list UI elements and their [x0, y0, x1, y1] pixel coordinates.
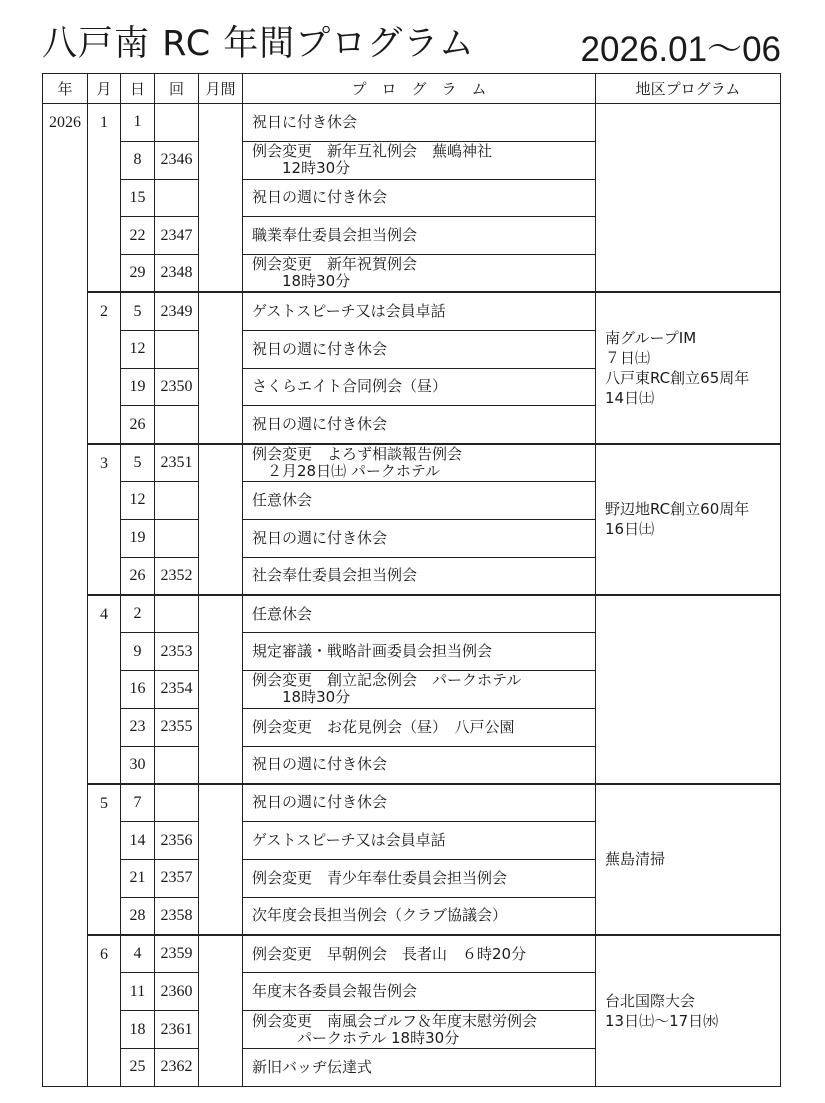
district-text: 16日㈯ [605, 520, 655, 539]
program-text: 例会変更 お花見例会（昼） 八戸公園 [252, 717, 515, 736]
meeting-number-cell: 2356 [155, 822, 199, 860]
date-range: 2026.01～06 [580, 30, 781, 69]
program-cell [243, 104, 596, 142]
meeting-number-cell: 2352 [155, 557, 199, 595]
day-cell: 14 [121, 822, 155, 860]
day-cell: 25 [121, 1048, 155, 1086]
month-cell: 3 [88, 444, 121, 595]
program-cell [243, 822, 596, 860]
program-cell [243, 670, 596, 708]
program-text: 祝日に付き休会 [252, 112, 358, 131]
day-cell: 1 [121, 104, 155, 142]
district-text: 八戸東RC創立65周年 [605, 369, 750, 388]
program-text: さくらエイト合同例会（昼） [252, 377, 448, 396]
meeting-number-cell [155, 104, 199, 142]
district-cell [596, 935, 781, 1086]
program-text: 年度末各委員会報告例会 [252, 982, 418, 1001]
district-text: ７日㈯ [605, 349, 651, 368]
program-text: 例会変更 創立記念例会 パークホテル [252, 671, 522, 690]
meeting-number-cell: 2360 [155, 973, 199, 1011]
col-program: プ ロ グ ラ ム [243, 74, 596, 104]
col-number: 回 [155, 74, 199, 104]
district-cell [596, 444, 781, 595]
program-cell [243, 481, 596, 519]
program-text: 例会変更 早朝例会 長者山 ６時20分 [252, 944, 527, 963]
day-cell: 5 [121, 292, 155, 330]
program-subtext: パークホテル 18時30分 [252, 1028, 460, 1047]
district-text: 南グループIM [605, 329, 697, 348]
day-cell: 23 [121, 708, 155, 746]
program-cell [243, 179, 596, 217]
program-cell [243, 519, 596, 557]
meeting-number-cell: 2348 [155, 255, 199, 293]
program-cell [243, 557, 596, 595]
program-text: 祝日の週に付き休会 [252, 339, 388, 358]
program-text: 任意休会 [252, 604, 313, 623]
meeting-number-cell: 2358 [155, 897, 199, 935]
monthly-cell [199, 935, 243, 1086]
program-cell [243, 595, 596, 633]
district-text: 13日㈯～17日㈬ [605, 1011, 719, 1030]
meeting-number-cell: 2350 [155, 368, 199, 406]
program-subtext: 18時30分 [252, 688, 351, 707]
day-cell: 19 [121, 519, 155, 557]
year-cell: 2026 [43, 104, 88, 1087]
district-text: 蕪島清掃 [605, 850, 666, 869]
program-cell [243, 406, 596, 444]
program-text: ゲストスピーチ又は会員卓話 [252, 831, 446, 850]
meeting-number-cell: 2354 [155, 670, 199, 708]
day-cell: 18 [121, 1011, 155, 1049]
day-cell: 9 [121, 633, 155, 671]
program-cell [243, 859, 596, 897]
meeting-number-cell [155, 784, 199, 822]
day-cell: 26 [121, 406, 155, 444]
program-cell [243, 973, 596, 1011]
meeting-number-cell [155, 481, 199, 519]
program-text: 次年度会長担当例会（クラブ協議会） [252, 906, 508, 925]
program-subtext: 12時30分 [252, 159, 351, 178]
monthly-cell [199, 104, 243, 293]
meeting-number-cell: 2355 [155, 708, 199, 746]
page-title: 八戸南 RC 年間プログラム [42, 24, 475, 64]
meeting-number-cell: 2351 [155, 444, 199, 482]
meeting-number-cell: 2362 [155, 1048, 199, 1086]
program-cell [243, 255, 596, 293]
program-subtext: 18時30分 [252, 272, 351, 291]
table-row [43, 784, 781, 822]
program-cell [243, 897, 596, 935]
program-cell [243, 935, 596, 973]
program-text: 祝日の週に付き休会 [252, 755, 388, 774]
program-cell [243, 444, 596, 482]
program-text: 任意休会 [252, 490, 313, 509]
table-row [43, 292, 781, 330]
col-district: 地区プログラム [596, 74, 781, 104]
day-cell: 4 [121, 935, 155, 973]
col-year: 年 [43, 74, 88, 104]
day-cell: 16 [121, 670, 155, 708]
day-cell: 21 [121, 859, 155, 897]
meeting-number-cell [155, 595, 199, 633]
program-cell [243, 141, 596, 179]
day-cell: 5 [121, 444, 155, 482]
program-text: 職業奉仕委員会担当例会 [252, 226, 418, 245]
monthly-cell [199, 444, 243, 595]
program-cell [243, 708, 596, 746]
day-cell: 11 [121, 973, 155, 1011]
district-cell [596, 784, 781, 935]
col-day: 日 [121, 74, 155, 104]
program-cell [243, 746, 596, 784]
district-cell [596, 292, 781, 443]
day-cell: 26 [121, 557, 155, 595]
day-cell: 28 [121, 897, 155, 935]
program-cell [243, 330, 596, 368]
program-text: 例会変更 よろず相談報告例会 [252, 444, 463, 463]
program-cell [243, 292, 596, 330]
program-text: 祝日の週に付き休会 [252, 793, 388, 812]
program-cell [243, 784, 596, 822]
meeting-number-cell: 2347 [155, 217, 199, 255]
meeting-number-cell: 2349 [155, 292, 199, 330]
monthly-cell [199, 784, 243, 935]
day-cell: 19 [121, 368, 155, 406]
meeting-number-cell: 2353 [155, 633, 199, 671]
day-cell: 30 [121, 746, 155, 784]
month-cell: 2 [88, 292, 121, 443]
program-text: 新旧バッヂ伝達式 [252, 1057, 373, 1076]
program-text: 祝日の週に付き休会 [252, 188, 388, 207]
col-monthly: 月間 [199, 74, 243, 104]
program-text: 例会変更 南風会ゴルフ＆年度末慰労例会 [252, 1011, 538, 1030]
program-text: 祝日の週に付き休会 [252, 528, 388, 547]
meeting-number-cell [155, 179, 199, 217]
program-text: 例会変更 新年祝賀例会 [252, 255, 418, 274]
day-cell: 7 [121, 784, 155, 822]
month-cell: 1 [88, 104, 121, 293]
meeting-number-cell [155, 330, 199, 368]
program-text: 社会奉仕委員会担当例会 [252, 566, 418, 585]
program-text: 例会変更 新年互礼例会 蕪嶋神社 [252, 142, 493, 161]
meeting-number-cell [155, 406, 199, 444]
monthly-cell [199, 292, 243, 443]
program-cell [243, 1011, 596, 1049]
table-row [43, 104, 781, 142]
program-text: ゲストスピーチ又は会員卓話 [252, 302, 446, 321]
day-cell: 2 [121, 595, 155, 633]
district-cell [596, 104, 781, 293]
day-cell: 22 [121, 217, 155, 255]
program-body [43, 104, 781, 1087]
meeting-number-cell: 2361 [155, 1011, 199, 1049]
program-text: 規定審議・戦略計画委員会担当例会 [252, 642, 493, 661]
program-text: 祝日の週に付き休会 [252, 415, 388, 434]
meeting-number-cell [155, 746, 199, 784]
monthly-cell [199, 595, 243, 784]
program-text: 例会変更 青少年奉仕委員会担当例会 [252, 868, 508, 887]
day-cell: 15 [121, 179, 155, 217]
month-cell: 5 [88, 784, 121, 935]
table-row [43, 444, 781, 482]
program-cell [243, 1048, 596, 1086]
district-cell [596, 595, 781, 784]
program-cell [243, 217, 596, 255]
day-cell: 29 [121, 255, 155, 293]
header-row [43, 74, 781, 104]
day-cell: 8 [121, 141, 155, 179]
meeting-number-cell [155, 519, 199, 557]
day-cell: 12 [121, 481, 155, 519]
district-text: 野辺地RC創立60周年 [605, 500, 750, 519]
program-table [42, 73, 781, 1087]
day-cell: 12 [121, 330, 155, 368]
district-text: 台北国際大会 [605, 991, 696, 1010]
month-cell: 4 [88, 595, 121, 784]
program-cell [243, 633, 596, 671]
table-row [43, 935, 781, 973]
col-month: 月 [88, 74, 121, 104]
program-subtext: ２月28日㈯ パークホテル [252, 461, 441, 480]
meeting-number-cell: 2359 [155, 935, 199, 973]
meeting-number-cell: 2357 [155, 859, 199, 897]
month-cell: 6 [88, 935, 121, 1086]
district-text: 14日㈯ [605, 389, 655, 408]
table-row [43, 595, 781, 633]
meeting-number-cell: 2346 [155, 141, 199, 179]
program-cell [243, 368, 596, 406]
